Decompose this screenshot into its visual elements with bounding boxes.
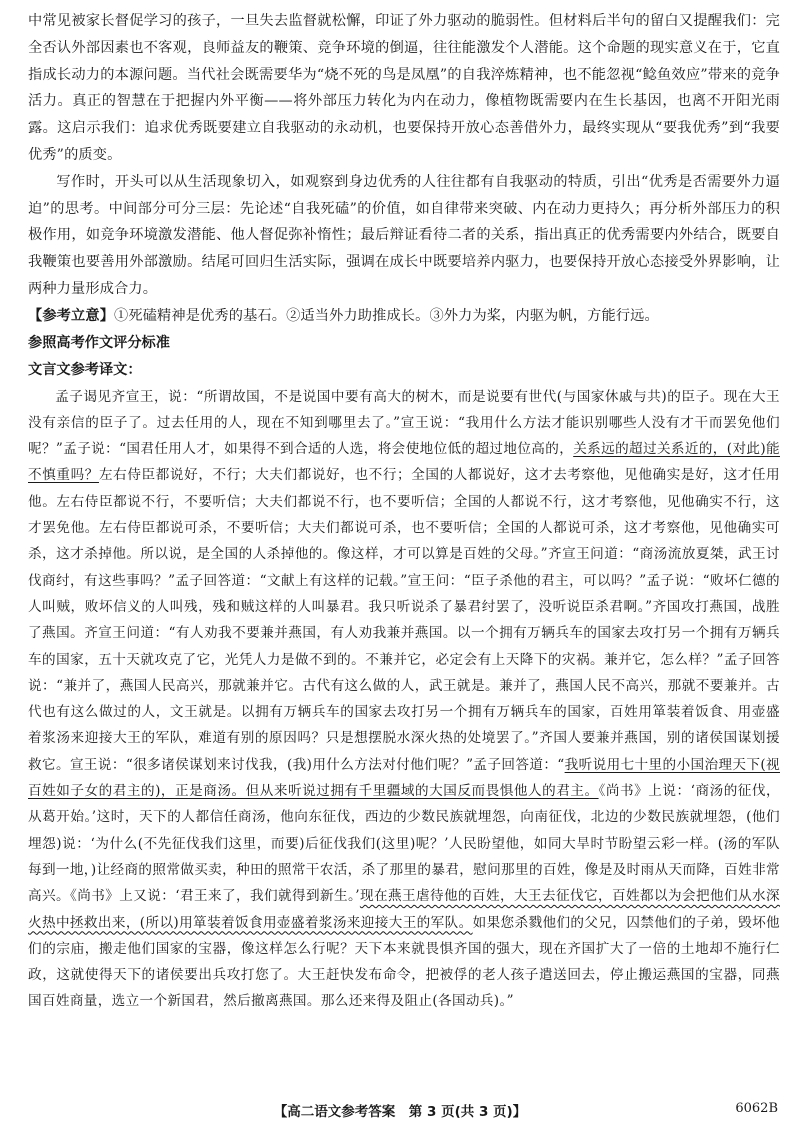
reference-intent-text: ①死磕精神是优秀的基石。②适当外力助推成长。③外力为桨，内驱为帆，方能行远。 xyxy=(114,307,659,324)
answer-sheet-page xyxy=(28,8,780,1015)
translation-segment: 如果您杀戮他们的父兄，囚禁他们的子弟，毁坏他们的宗庙，搬走他们国家的宝器，像这样怎么行呢？天下本来就畏惧齐国的强大，现在齐国扩大了一倍的土地却不施行仁政，这就使得天下的诸侯要出兵攻打您了。大王赶快发布命令，把被俘的老人孩子遣送回去，停止搬运燕国的宝器，同燕国百姓商量，选立一个新国君，然后撤离燕国。那么还来得及阻止(各国动兵)。” xyxy=(28,914,781,1010)
translation-heading: 文言文参考译文： xyxy=(28,361,142,378)
translation-underlined-segment: 我听说用七十里的小国治理天下(视百姓如子女的君主的)，正是商汤。但从来听说过拥有千里疆域的大国反而畏惧他人的君主。 xyxy=(28,756,780,800)
translation-segment: 左右侍臣都说好，不行；大夫们都说好，也不行；全国的人都说好，这才去考察他，见他确实是好，这才任用他。左右侍臣都说不行，不要听信；大夫们都说不行，也不要听信；全国的人都说不行，这才考察他，见他确实不行，这才罢免他。左右侍臣都说可杀，不要听信；大夫们都说可杀，也不要听信；全国的人都说可杀，这才考察他，见他确实可杀，这才杀掉他。所以说，是全国的人杀掉他的。像这样，才可以算是百姓的父母。”齐宣王问道：“商汤流放夏桀，武王讨伐商纣，有这些事吗？”孟子回答道：“文献上有这样的记载。”宣王问：“臣子杀他的君主，可以吗？”孟子说：“败坏仁德的人叫贼，败坏信义的人叫残，残和贼这样的人叫暴君。我只听说杀了暴君纣罢了，没听说臣杀君啊。”齐国攻打燕国，战胜了燕国。齐宣王问道：“有人劝我不要兼并燕国，有人劝我兼并燕国。以一个拥有万辆兵车的国家去攻打另一个拥有万辆兵车的国家，五十天就攻克了它，光凭人力是做不到的。不兼并它，必定会有上天降下的灾祸。兼并它，怎么样？”孟子回答说：“兼并了，燕国人民高兴，那就兼并它。古代有这么做的人，武王就是。兼并了，燕国人民不高兴，那就不要兼并。古代也有这么做过的人，文王就是。以拥有万辆兵车的国家去攻打另一个拥有万辆兵车的国家，百姓用箪装着饭食、用壶盛着浆汤来迎接大王的军队，难道有别的原因吗？只是想摆脱水深火热的处境罢了。”齐国人要兼并燕国，别的诸侯国谋划援救它。宣王说：“很多诸侯谋划来讨伐我，(我)用什么方法对付他们呢？”孟子回答道：“ xyxy=(28,467,781,773)
translation-wavy-segment: 现在燕王虐待他的百姓，大王去征伐它，百姓都以为会把他们从水深火热中拯救出来，(所以)用箪装着饭食用壶盛着浆汤来迎接大王的军队。 xyxy=(28,888,780,931)
reference-intent-label: 【参考立意】 xyxy=(28,307,115,324)
essay-paragraph-2: 写作时，开头可以从生活现象切入，如观察到身边优秀的人往往都有自我驱动的特质，引出“优秀是否需要外力逼迫”的思考。中间部分可分三层：先论述“自我死磕”的价值，如自律带来突破、内在动力更持久；再分析外部压力的积极作用，如竞争环境激发潜能、他人督促弥补惰性；最后辩证看待二者的关系，指出真正的优秀需要内外结合，既要自我鞭策也要善用外部激励。结尾可回归生活实际，强调在成长中既要培养内驱力，也要保持开放心态接受外界影响，让两种力量形成合力。 xyxy=(28,173,780,297)
scoring-standard-heading: 参照高考作文评分标准 xyxy=(28,334,170,351)
footer-title: 【高二语文参考答案 第 3 页(共 3 页)】 xyxy=(273,1104,527,1120)
reference-intent xyxy=(28,303,780,330)
translation-text xyxy=(28,384,780,1015)
translation-underlined-segment: 关系远的超过关系近的，(对此)能不慎重吗？ xyxy=(28,441,780,484)
translation-segment: 孟子谒见齐宣王，说：“所谓故国，不是说国中要有高大的树木，而是说要有世代(与国家休戚与共)的臣子。现在大王没有亲信的臣子了。过去任用的人，现在不知到哪里去了。”宣王说：“我用什么方法才能识别哪些人没有才干而罢免他们呢？”孟子说：“国君任用人才，如果得不到合适的人选，将会使地位低的超过地位高的， xyxy=(28,388,780,458)
translation-segment: 《尚书》上说：‘商汤的征伐，从葛开始。’这时，天下的人都信任商汤，他向东征伐，西边的少数民族就埋怨，向南征伐，北边的少数民族就埋怨，(他们埋怨)说：‘为什么(不先征伐我们这里，而要)后征伐我们(这里)呢？’人民盼望他，如同大旱时节盼望云彩一样。(汤的军队每到一地，)让经商的照常做买卖，种田的照常干农活，杀了那里的暴君，慰问那里的百姓，像是及时雨从天而降，百姓非常高兴。《尚书》上又说：‘君王来了，我们就得到新生。’ xyxy=(28,783,780,905)
footer-code: 6062B xyxy=(735,1101,778,1116)
essay-paragraph-1: 中常见被家长督促学习的孩子，一旦失去监督就松懈，印证了外力驱动的脆弱性。但材料后半句的留白又提醒我们：完全否认外部因素也不客观，良师益友的鞭策、竞争环境的倒逼，往往能激发个人潜能。这个命题的现实意义在于，它直指成长动力的本源问题。当代社会既需要华为“烧不死的鸟是凤凰”的自我淬炼精神，也不能忽视“鲶鱼效应”带来的竞争活力。真正的智慧在于把握内外平衡——将外部压力转化为内在动力，像植物既需要内在生长基因，也离不开阳光雨露。这启示我们：追求优秀既要建立自我驱动的永动机，也要保持开放心态善借外力，最终实现从“要我优秀”到“我要优秀”的质变。 xyxy=(28,13,780,163)
page-footer xyxy=(0,1100,800,1122)
